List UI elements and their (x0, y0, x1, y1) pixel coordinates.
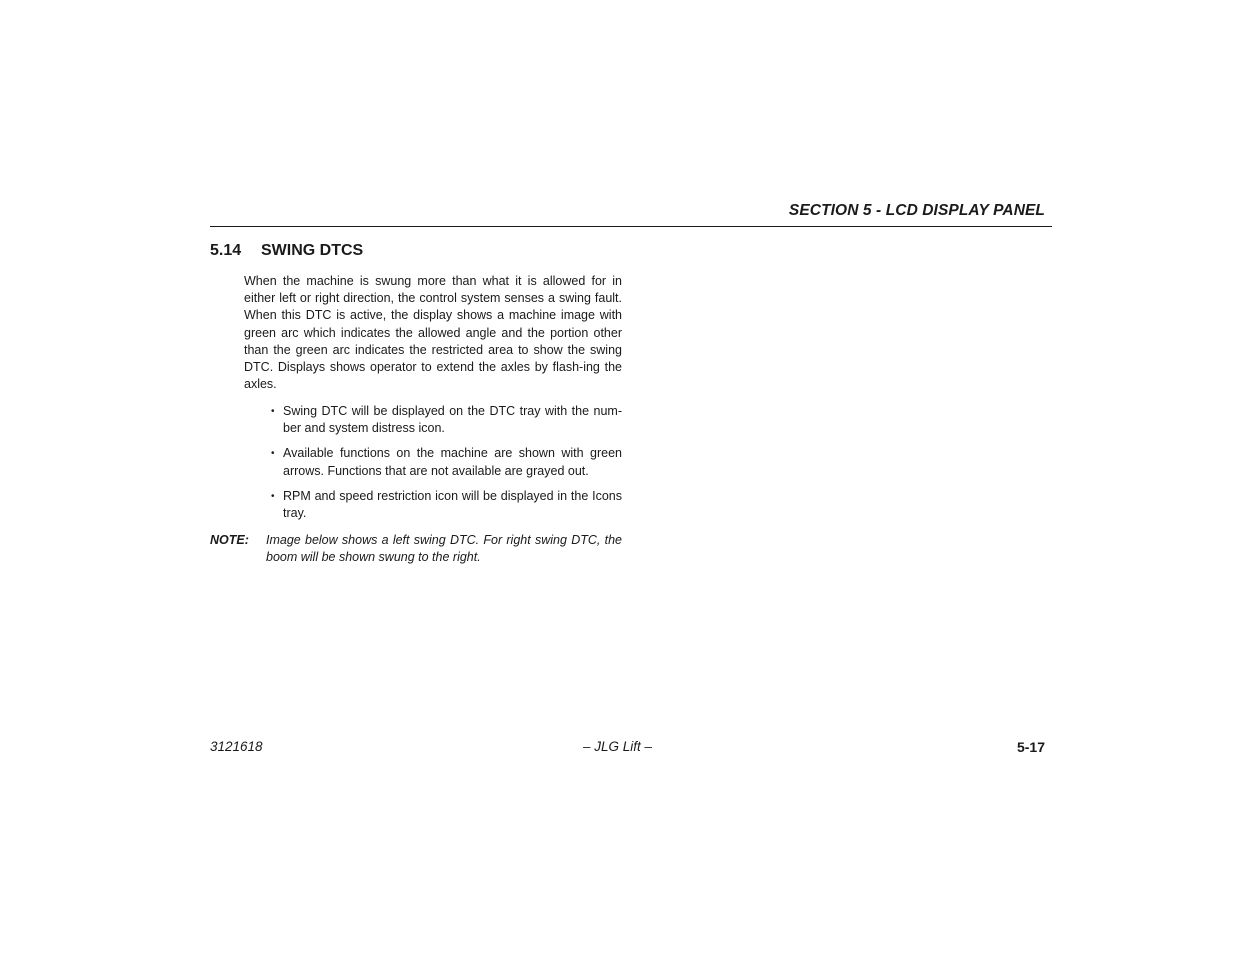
bullet-icon: • (271, 406, 275, 417)
bullet-list (271, 403, 622, 530)
bullet-icon: • (271, 448, 275, 460)
note-text: Image below shows a left swing DTC. For right swing DTC, the boom will be shown swung to the right. (266, 533, 622, 565)
list-item (271, 445, 622, 479)
bullet-text: Available functions on the machine are shown with green arrows. Functions that are not available are grayed out. (283, 446, 622, 478)
footer-brand: – JLG Lift – (582, 739, 653, 754)
note-label: NOTE: (210, 533, 249, 547)
page-number: 5-17 (1016, 739, 1045, 755)
document-number: 3121618 (210, 739, 263, 754)
section-header: SECTION 5 - LCD DISPLAY PANEL (788, 202, 1045, 219)
bullet-text: Swing DTC will be displayed on the DTC tray with the num-ber and system distress icon. (283, 404, 622, 436)
bullet-text: RPM and speed restriction icon will be displayed in the Icons tray. (283, 488, 622, 521)
body-paragraph: When the machine is swung more than what it is allowed for in either left or right direction, the control system senses a swing fault. When this DTC is active, the display shows a machine image with green arc which indicates the allowed angle and the portion other than the green arc indicates the restricted area to show the swing DTC. Displays shows operator to extend the axles by flash-ing the axles. (244, 274, 622, 392)
list-item (271, 488, 622, 522)
list-item (271, 403, 622, 437)
section-heading (210, 242, 363, 260)
section-number: 5.14 (210, 242, 242, 259)
section-title: SWING DTCS (261, 242, 364, 259)
bullet-icon: • (271, 490, 275, 502)
header-divider (210, 226, 1052, 227)
